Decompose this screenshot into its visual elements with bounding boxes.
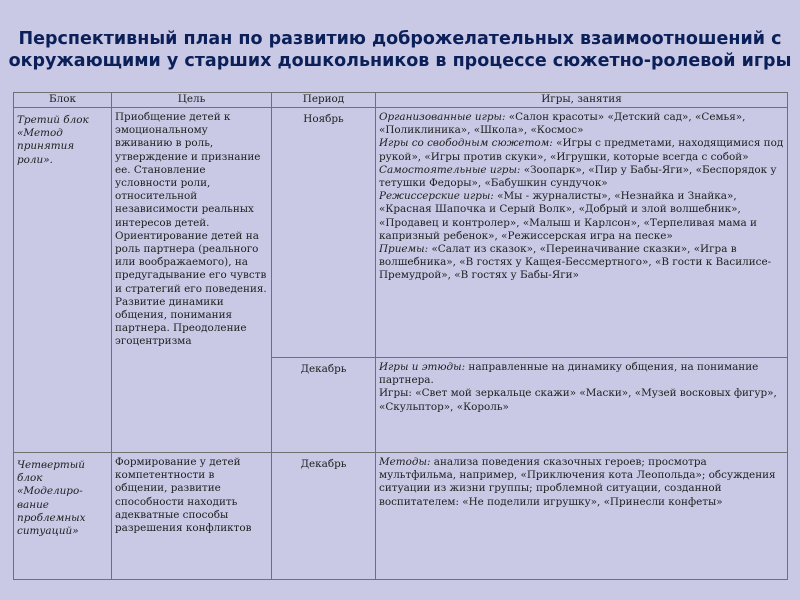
games-free-plot <box>379 137 784 163</box>
games-label: Самостоятельные игры: <box>379 163 521 176</box>
games-text: «Игры с предметами, находящимися под рукой», «Игры против скуки», «Игрушки, которые всегда с собой» <box>379 137 784 163</box>
title-line-2: окружающими у старших дошкольников в процессе сюжетно-ролевой игры <box>8 51 792 71</box>
table-header-row <box>14 93 788 108</box>
period-cell: Декабрь <box>272 453 376 580</box>
games-label: Игры со свободным сюжетом: <box>379 137 553 150</box>
header-block: Блок <box>14 93 112 108</box>
games-cell <box>376 108 788 358</box>
plan-table <box>13 92 788 580</box>
games-text: «Салон красоты» «Детский сад», «Семья», «Поликлиника», «Школа», «Космос» <box>379 111 746 137</box>
games-methods <box>379 456 784 509</box>
header-period: Период <box>272 93 376 108</box>
games-text: анализа поведения сказочных героев; просмотра мультфильма, например, «Приключения кота Леопольда»; обсуждения ситуации из жизни группы; проблемной ситуации, созданной воспитателем: «Не поделили игрушку», «Принесли конфеты» <box>379 456 776 508</box>
games-label: Приемы: <box>379 243 429 256</box>
games-text: «Салат из сказок», «Переиначивание сказки», «Игра в волшебника», «В гостях у Кащея-Бессмертного», «В гости к Василисе-Премудрой», «В гостях у Бабы-Яги» <box>379 243 772 282</box>
goal-cell: Формирование у детей компетентности в общении, развитие способности находить адекватные способы разрешения конфликтов <box>112 453 272 580</box>
header-goal: Цель <box>112 93 272 108</box>
games-organized <box>379 111 784 137</box>
table-row <box>14 108 788 358</box>
games-label: Организованные игры: <box>379 111 506 123</box>
games-label: Игры и этюды: <box>379 361 466 373</box>
games-text: «Зоопарк», «Пир у Бабы-Яги», «Беспорядок у тетушки Федоры», «Бабушкин сундучок» <box>379 163 777 190</box>
goal-cell: Приобщение детей к эмоциональному вживанию в роль, утверждение и признание ее. Становление условности роли, относительной независимости реальных интересов детей. Ориентирование детей на роль партнера (реального или воображаемого), на предугадывание его чувств и стратегий его поведения. Развитие динамики общения, понимания партнера. Преодоление эгоцентризма <box>112 108 272 453</box>
games-cell <box>376 453 788 580</box>
title-line-1: Перспективный план по развитию доброжелательных взаимоотношений с <box>18 29 782 49</box>
period-cell: Ноябрь <box>272 108 376 358</box>
games-director <box>379 190 784 243</box>
games-text: «Мы - журналисты», «Незнайка и Знайка», «Красная Шапочка и Серый Волк», «Добрый и злой волшебник», «Продавец и контролер», «Малыш и Карлсон», «Терпеливая мама и капризный ребенок», «Режиссерская игра на песке» <box>379 190 757 242</box>
games-label: Методы: <box>379 456 431 468</box>
games-text: направленные на динамику общения, на понимание партнера. <box>379 361 759 387</box>
page-title <box>0 28 800 72</box>
block-cell: Третий блок «Метод принятия роли». <box>14 108 112 453</box>
games-techniques <box>379 243 784 283</box>
header-games: Игры, занятия <box>376 93 788 108</box>
block-cell: Четвертый блок «Моделиро-вание проблемных ситуаций» <box>14 453 112 580</box>
period-cell: Декабрь <box>272 358 376 453</box>
games-label: Режиссерские игры: <box>379 190 494 203</box>
games-independent <box>379 164 784 190</box>
games-etudes <box>379 361 784 387</box>
games-cell <box>376 358 788 453</box>
table-row <box>14 453 788 580</box>
games-list: Игры: «Свет мой зеркальце скажи» «Маски», «Музей восковых фигур», «Скульптор», «Король» <box>379 387 777 413</box>
